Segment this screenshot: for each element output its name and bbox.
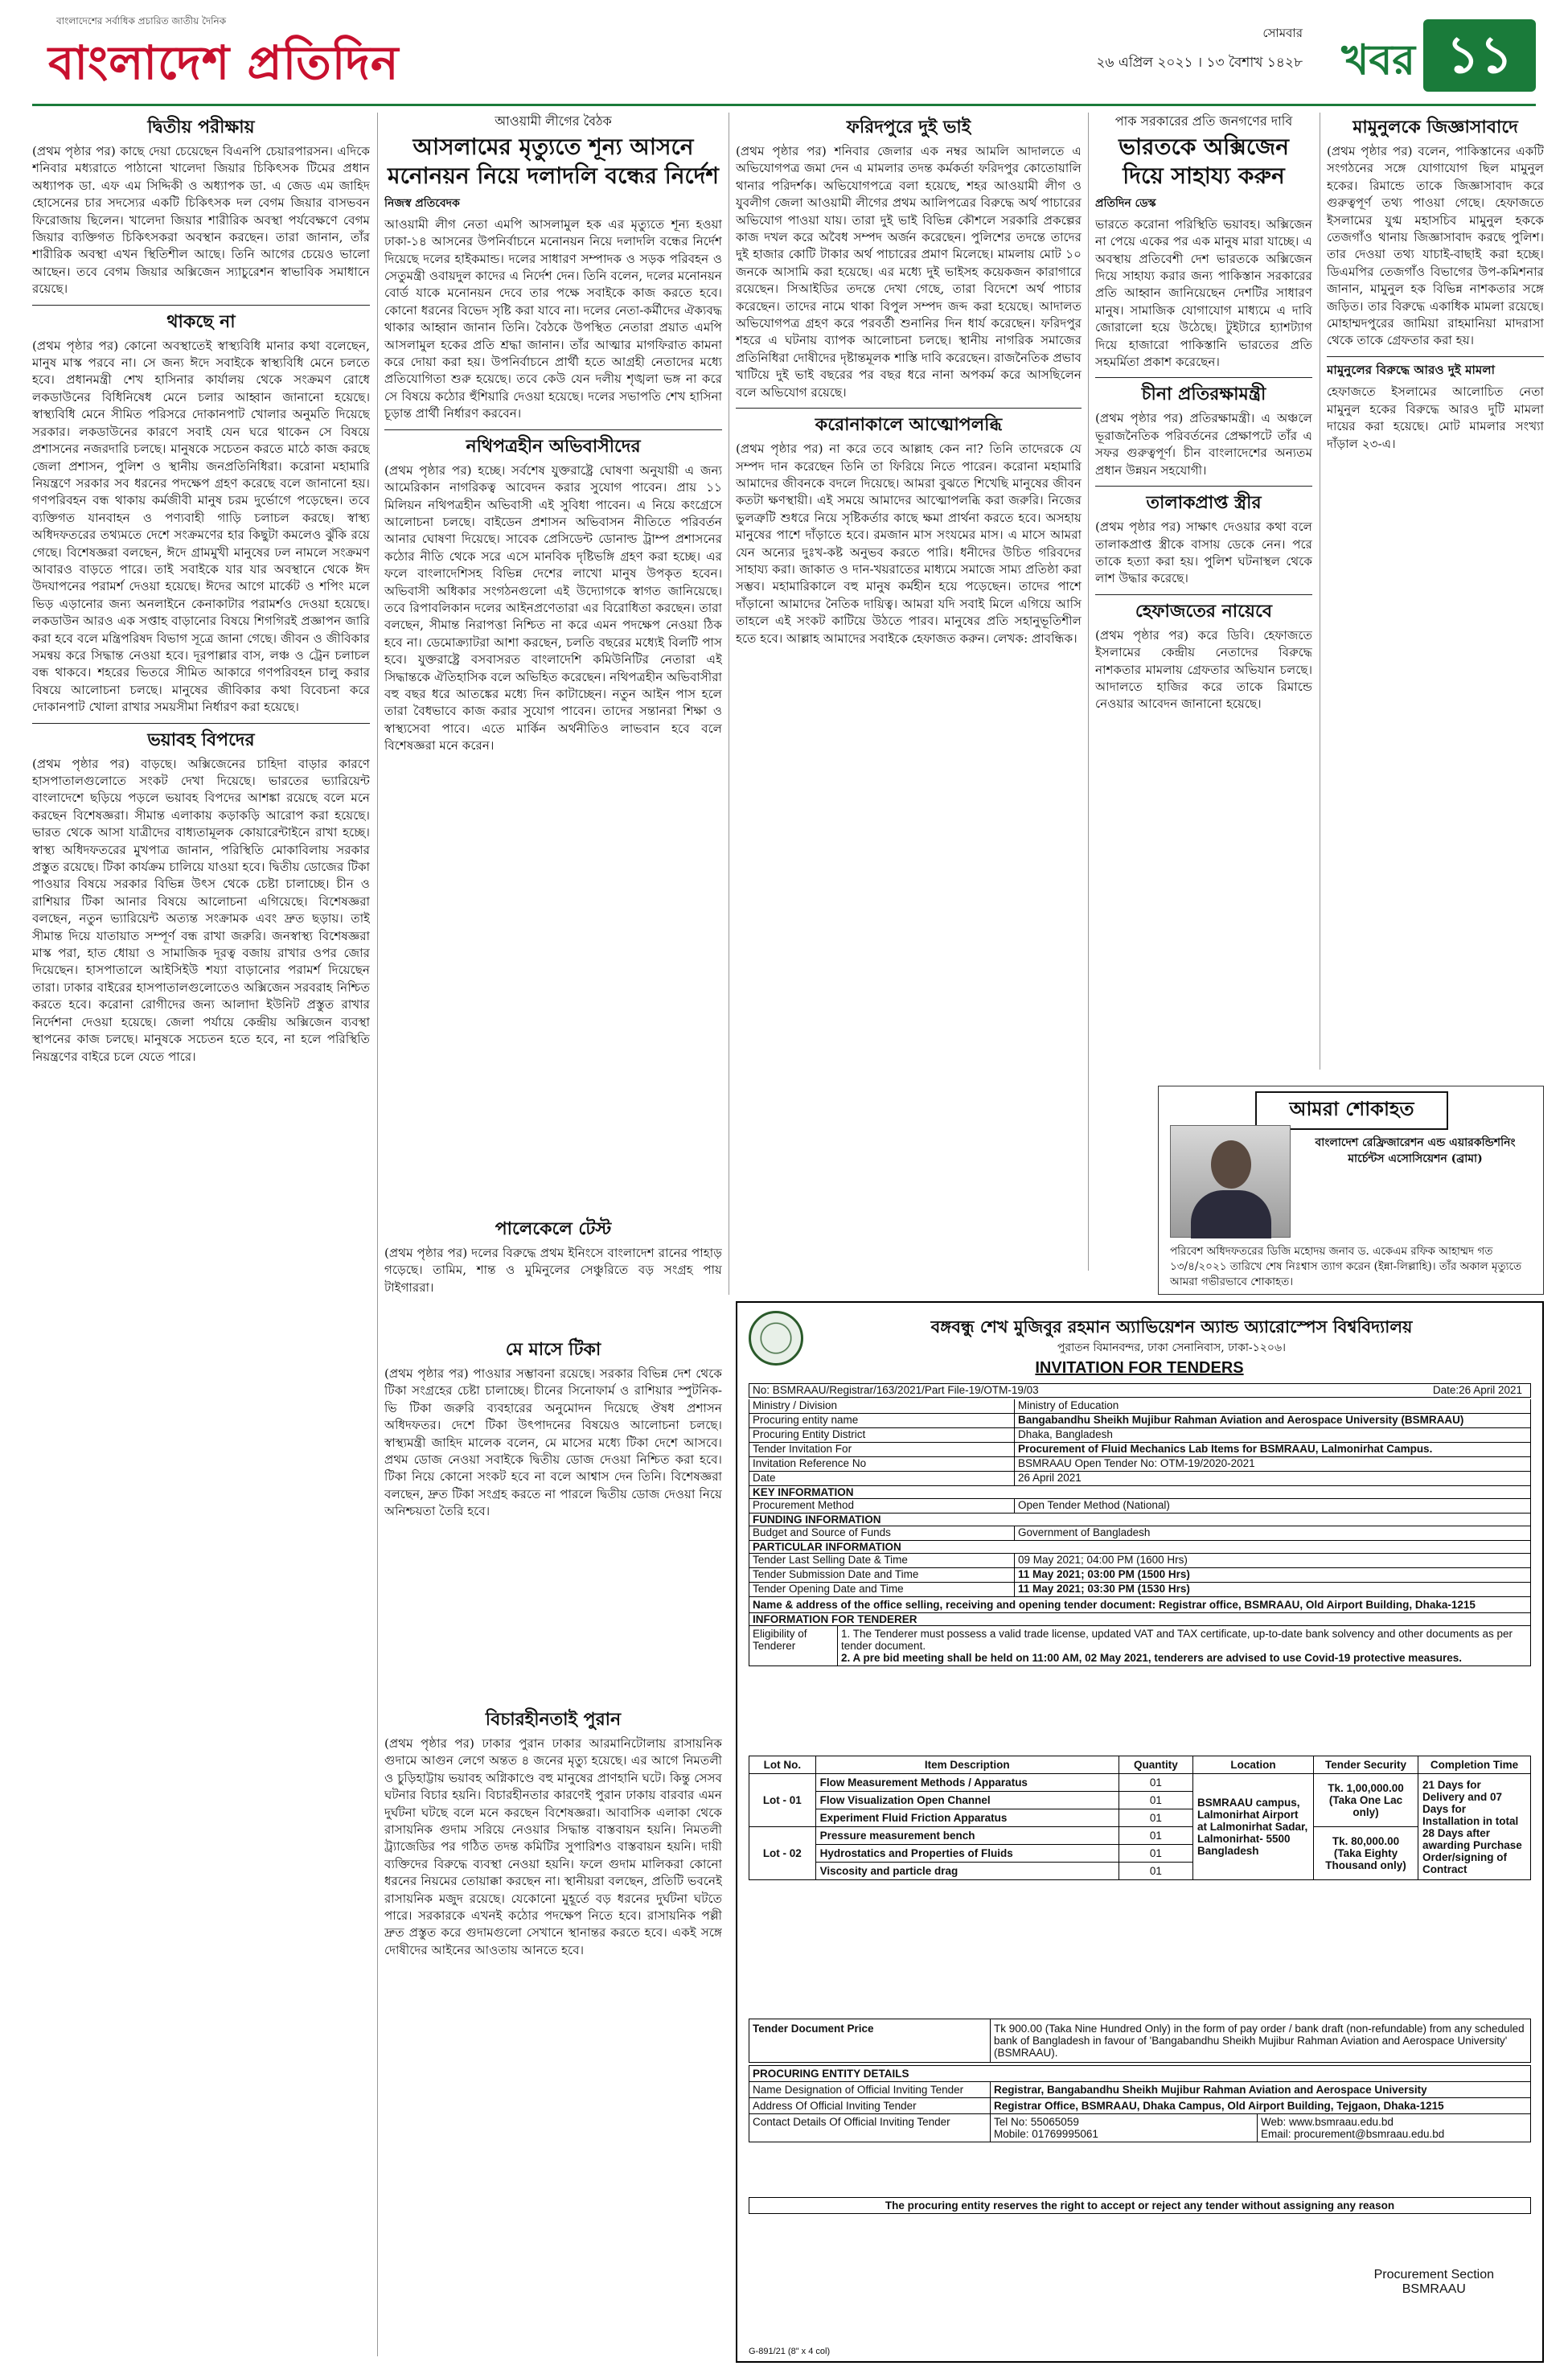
tender-ref-date: Date:26 April 2021 <box>1432 1384 1522 1396</box>
column-3 <box>736 113 1082 1311</box>
tender-address-note: Name & address of the office selling, receiving and opening tender document: Registrar office, BSMRAAU, Old Airport Building, Dhaka-1215 <box>749 1597 1531 1613</box>
story-headline: চীনা প্রতিরক্ষামন্ত্রী <box>1141 384 1266 405</box>
story-headline: বিচারহীনতাই পুরান <box>485 1709 622 1730</box>
logo-tagline: বাংলাদেশের সর্বাধিক প্রচারিত জাতীয় দৈনিক <box>56 15 227 27</box>
table-row: Lot - 01 Flow Measurement Methods / Apparatus 01 BSMRAAU campus, Lalmonirhat Airport at Lalmonirhat Sadar, Lalmonirhat- 5500 Bangladesh Tk. 1,00,000.00 (Taka One Lac only) 21 Days for Delivery and 07 Days for Installation in total 28 Days after awarding Purchase Order/signing of Contract <box>749 1774 1531 1792</box>
obituary-text: পরিবেশ অধিদফতরের ডিজি মহোদয় জনাব ড. একেএম রফিক আহাম্মদ গত ১৩/৪/২০২১ তারিখে শেষ নিঃশ্বাস ত্যাগ করেন (ইন্না-লিল্লাহি)। তাঁর অকাল মৃত্যুতে আমরা গভীরভাবে শোকাহত। <box>1170 1245 1522 1288</box>
tender-university-name: বঙ্গবন্ধু শেখ মুজিবুর রহমান অ্যাভিয়েশন অ্যান্ড অ্যারোস্পেস বিশ্ববিদ্যালয় <box>930 1316 1413 1337</box>
story-body: (প্রথম পৃষ্ঠার পর) হচ্ছে। সর্বশেষ যুক্তরাষ্ট্রে ঘোষণা অনুযায়ী এ জন্য আমেরিকান নাগরিকত্ব আবেদন করার সুযোগ পাবেন। প্রায় ১১ মিলিয়ন নথিপত্রহীন অভিবাসী এই সুবিধা পাবেন। এ নিয়ে কংগ্রেসে আলোচনা চলছে। বাইডেন প্রশাসন অভিবাসন নীতিতে পরিবর্তন আনার ঘোষণা দিয়েছে। সাবেক প্রেসিডেন্ট ডোনাল্ড ট্রাম্প প্রশাসনের কঠোর নীতি থেকে সরে এসে মানবিক দৃষ্টিভঙ্গি গ্রহণ করা হচ্ছে। এর ফলে বাংলাদেশিসহ বিভিন্ন দেশের লাখো মানুষ উপকৃত হবেন। অভিবাসী অধিকার সংগঠনগুলো এই উদ্যোগকে স্বাগত জানিয়েছে। তবে রিপাবলিকান দলের আইনপ্রণেতারা এর বিরোধিতা করছেন। তারা বলছেন, সীমান্ত নিরাপত্তা নিশ্চিত না করে এমন পদক্ষেপ নেওয়া ঠিক হবে না। ডেমোক্র্যাটরা আশা করছেন, চলতি বছরের মধ্যেই বিলটি পাস হবে। যুক্তরাষ্ট্রে বসবাসরত বাংলাদেশি কমিউনিটির নেতারা এই সিদ্ধান্তকে ঐতিহাসিক বলে অভিহিত করেছেন। নথিপত্রহীন অভিবাসীরা বহু বছর ধরে আতঙ্কের মধ্যে দিন কাটাচ্ছেন। নতুন আইন পাস হলে তারা বৈধভাবে কাজ করার সুযোগ পাবেন। তাদের সন্তানরা শিক্ষা ও স্বাস্থ্যসেবা পাবে। এতে মার্কিন অর্থনীতিও লাভবান হবে বলে বিশেষজ্ঞরা মনে করেন। <box>384 462 722 754</box>
story-body: (প্রথম পৃষ্ঠার পর) শনিবার জেলার এক নম্বর আমলি আদালতে এ অভিযোগপত্র জমা দেন এ মামলার তদন্ত কর্মকর্তা ফরিদপুর কোতোয়ালি থানার পরিদর্শক। অভিযোগপত্রে বলা হয়েছে, শহর আওয়ামী লীগ ও যুবলীগ জেলা আওয়ামী লীগের প্রথম আলিপত্রের বিরুদ্ধে অর্থ পাচারের অভিযোগ পাওয়া যায়। তারা দুই ভাই বিভিন্ন কৌশলে সরকারি প্রকল্পের কাজ দখল করে অবৈধ সম্পদ অর্জন করেছেন। পুলিশের তদন্তে তাদের দুই হাজার কোটি টাকার অর্থ পাচারের প্রমাণ মিলেছে। মামলায় মোট ১০ জনকে আসামি করা হয়েছে। এর মধ্যে দুই ভাইসহ কয়েকজন কারাগারে রয়েছেন। সিআইডির তদন্তে দেখা গেছে, তারা বিদেশে অর্থ পাচার করেছেন। তাদের নামে থাকা বিপুল সম্পদ জব্দ করা হয়েছে। আদালত অভিযোগপত্র গ্রহণ করে পরবর্তী শুনানির দিন ধার্য করেছেন। ফরিদপুর শহরে এ ঘটনায় ব্যাপক আলোচনা চলছে। স্থানীয় নাগরিক সমাজের প্রতিনিধিরা দোষীদের দৃষ্টান্তমূলক শাস্তি দাবি করেছেন। রাজনৈতিক প্রভাব খাটিয়ে দুই ভাই বছরের পর বছর ধরে নানা অপকর্ম করে আসছিলেন বলে অভিযোগ রয়েছে। <box>736 144 1082 400</box>
story-byline: প্রতিদিন ডেস্ক <box>1095 197 1156 211</box>
story-body: (প্রথম পৃষ্ঠার পর) করে ডিবি। হেফাজতে ইসলামের কেন্দ্রীয় নেতাদের বিরুদ্ধে নাশকতার মামলায় গ্রেফতার অভিযান চলছে। আদালতে হাজির করে তাকে রিমান্ডে নেওয়ার আবেদন জানানো হয়েছে। <box>1095 627 1312 712</box>
tender-university-address: পুরাতন বিমানবন্দর, ঢাকা সেনানিবাস, ঢাকা-১২০৬। <box>1057 1341 1287 1354</box>
story-body: আওয়ামী লীগ নেতা এমপি আসলামুল হক এর মৃত্যুতে শূন্য হওয়া ঢাকা-১৪ আসনের উপনির্বাচনে মনোনয়ন নিয়ে দলাদলি বন্ধের নির্দেশ দিয়েছে দলের হাইকমান্ড। দলের সাধারণ সম্পাদক ও সড়ক পরিবহন ও সেতুমন্ত্রী ওবায়দুল কাদের এ নির্দেশ দেন। তিনি বলেন, দলের মনোনয়ন বোর্ড যাকে মনোনয়ন দেবে তার পক্ষে সবাইকে কাজ করতে হবে। কোনো ধরনের বিভেদ সৃষ্টি করা যাবে না। দলের নেতা-কর্মীদের ঐক্যবদ্ধ থাকার আহ্বান জানান তিনি। বৈঠকে উপস্থিত নেতারা প্রয়াত এমপি আসলামুল হকের প্রতি শ্রদ্ধা জানান। তাঁর আত্মার মাগফিরাত কামনা করে দোয়া করা হয়। উপনির্বাচনে প্রার্থী হতে আগ্রহী নেতাদের মধ্যে প্রতিযোগিতা শুরু হয়েছে। তবে কেউ যেন দলীয় শৃঙ্খলা ভঙ্গ না করে সে বিষয়ে কঠোর হুঁশিয়ারি দেওয়া হয়েছে। দলের সভাপতি শেখ হাসিনা চূড়ান্ত প্রার্থী নির্ধারণ করবেন। <box>384 216 722 421</box>
tender-title: INVITATION FOR TENDERS <box>1035 1359 1244 1377</box>
table-row: Viscosity and particle drag 01 <box>749 1863 1531 1880</box>
column-5 <box>1327 113 1544 1134</box>
date-full: ২৬ এপ্রিল ২০২১ । ১৩ বৈশাখ ১৪২৮ <box>1096 55 1303 71</box>
story-body: (প্রথম পৃষ্ঠার পর) কাছে দেয়া চেয়েছেন বিএনপি চেয়ারপারসন। এদিকে শনিবার মধ্যরাতে পাঠানো খালেদা জিয়ার চিকিৎসক টিমের প্রধান অধ্যাপক ডা. এফ এম সিদ্দিকী ও অধ্যাপক ডা. এ জেড এম জাহিদ হোসেনের চার সদস্যের একটি চিকিৎসক দল বেগম জিয়ার বাসভবন ফিরোজায় ছিলেন। খালেদা জিয়ার শারীরিক অবস্থা পর্যবেক্ষণে বেগম জিয়ার ব্যক্তিগত চিকিৎসকরা অবস্থান করছেন। তারা জানান, তাঁর শারীরিক অবস্থা এখন স্থিতিশীল আছে। তিনি আগের চেয়েও ভালো আছেন। তবে বেগম জিয়ার অক্সিজেন স্যাচুরেশন স্বাভাবিক সমাধানে রয়েছে। <box>32 144 370 297</box>
story-body: (প্রথম পৃষ্ঠার পর) কোনো অবস্থাতেই স্বাস্থ্যবিধি মানার কথা বলেছেন, মানুষ মাস্ক পরবে না। সে জন্য ঈদে সবাইকে স্বাস্থ্যবিধি মেনে চলতে হবে। প্রধানমন্ত্রী শেখ হাসিনার কার্যালয় থেকে সংক্রমণ রোধে লকডাউনের বিধিনিষেধ মেনে চলার আহ্বান জানানো হয়েছে। স্বাস্থ্যবিধি মেনে সীমিত পরিসরে দোকানপাট খোলার অনুমতি দিয়েছে সরকার। লকডাউনের কারণে সবাই যেন ঘরে থাকেন সে বিষয়ে প্রশাসনের নজরদারি চলছে। মানুষকে সচেতন করতে মাঠে কাজ করছে জেলা প্রশাসন, পুলিশ ও স্থানীয় জনপ্রতিনিধিরা। করোনা মহামারি নিয়ন্ত্রণে সরকার সব ধরনের পদক্ষেপ গ্রহণ করেছে বলে জানানো হয়। গণপরিবহন বন্ধ থাকায় কর্মজীবী মানুষ চরম দুর্ভোগে পড়েছেন। তবে ব্যক্তিগত যানবাহন ও পণ্যবাহী গাড়ি চলাচল করছে। স্বাস্থ্য অধিদফতরের তথ্যমতে দেশে সংক্রমণের হার কিছুটা কমলেও ঝুঁকি রয়ে গেছে। বিশেষজ্ঞরা বলছেন, ঈদে গ্রামমুখী মানুষের ঢল নামলে সংক্রমণ আবারও বাড়তে পারে। তাই সবাইকে যার যার অবস্থানে থেকে ঈদ উদযাপনের পরামর্শ দেওয়া হয়েছে। ঈদের আগে মার্কেট ও শপিং মলে ভিড় এড়ানোর জন্য অনলাইনে কেনাকাটার পরামর্শও দেওয়া হয়েছে। লকডাউন আরও এক সপ্তাহ বাড়ানোর বিষয়ে শিগগিরই প্রজ্ঞাপন জারি করা হবে বলে মন্ত্রিপরিষদ বিভাগ সূত্রে জানা গেছে। জীবন ও জীবিকার সমন্বয় করে সিদ্ধান্ত নেওয়া হবে। দূরপাল্লার বাস, লঞ্চ ও ট্রেন চলাচল বন্ধ থাকবে। শহরের ভিতরে সীমিত আকারে গণপরিবহন চালু করার বিষয়ে আলোচনা চলছে। মানুষের জীবিকার কথা বিবেচনা করে দোকানপাট খোলা রাখার সময়সীমা নির্ধারণ করা হয়েছে। <box>32 338 370 715</box>
column-2 <box>384 113 722 1311</box>
date-day: সোমবার <box>1262 26 1303 40</box>
table-row: Flow Visualization Open Channel 01 <box>749 1792 1531 1809</box>
story-headline: মে মাসে টিকা <box>505 1339 601 1360</box>
story-headline: ভয়াবহ বিপদের <box>147 729 255 750</box>
story-headline: পালেকেলে টেস্ট <box>495 1218 612 1239</box>
tender-lots-table: Lot No. Item Description Quantity Location Tender Security Completion Time Lot - 01 Flow Measurement Methods / Apparatus 01 BSMRAAU campus, Lalmonirhat Airport at Lalmonirhat Sadar, Lalmonirhat- 5500 Bangladesh Tk. 1,00,000.00 (Taka One Lac only) 21 Days for Delivery and 07 Days for Installation in total 28 Days after awarding Purchase Order/signing of Contract Flow Visualization Open Channel 01 Experiment Fluid Friction Apparatus 01 Lot - 02 Pressure measurement bench 01 Tk. 80,000.00 (Taka Eighty Thousand only) Hydrostatics and Properties of Fluids 01 Viscosity and particle drag 01 <box>749 1756 1531 1880</box>
tender-section: INFORMATION FOR TENDERER <box>749 1613 1531 1626</box>
story-headline: ফরিদপুরে দুই ভাই <box>846 117 971 138</box>
story-kicker: আওয়ামী লীগের বৈঠক <box>495 113 612 129</box>
university-seal-icon <box>749 1311 803 1366</box>
story-body: (প্রথম পৃষ্ঠার পর) ঢাকার পুরান ঢাকার আরমানিটোলায় রাসায়নিক গুদামে আগুন লেগে অন্তত ৪ জনের মৃত্যু হয়েছে। এর আগে নিমতলী ও চুড়িহাট্টায় ভয়াবহ অগ্নিকাণ্ডে বহু মানুষের প্রাণহানি ঘটে। কিন্তু সেসব ঘটনার বিচার হয়নি। বিচারহীনতার কারণেই পুরান ঢাকায় বারবার এমন দুর্ঘটনা ঘটছে বলে মনে করছেন বিশেষজ্ঞরা। আবাসিক এলাকা থেকে রাসায়নিক গুদাম সরিয়ে নেওয়ার সিদ্ধান্ত বাস্তবায়ন হয়নি। নিমতলী ট্র্যাজেডির পর গঠিত তদন্ত কমিটির সুপারিশও বাস্তবায়ন হয়নি। দায়ী ব্যক্তিদের বিরুদ্ধে ব্যবস্থা নেওয়া হয়নি। ফলে গুদাম মালিকরা কোনো ধরনের নিয়মের তোয়াক্কা করছেন না। স্থানীয়রা বলছেন, প্রতিটি ভবনেই রাসায়নিক মজুদ রয়েছে। যেকোনো মুহূর্তে বড় ধরনের দুর্ঘটনা ঘটতে পারে। সরকারকে এখনই কঠোর পদক্ষেপ নিতে হবে। রাসায়নিক পল্লী দ্রুত প্রস্তুত করে গুদামগুলো সেখানে স্থানান্তর করতে হবে। একই সঙ্গে দোষীদের আইনের আওতায় আনতে হবে। <box>384 1736 722 1957</box>
story-headline: থাকছে না <box>166 310 236 332</box>
story-byline: নিজস্ব প্রতিবেদক <box>384 197 460 211</box>
column-divider <box>1088 113 1089 1271</box>
tender-ref-no: No: BSMRAAU/Registrar/163/2021/Part File-19/OTM-19/03 <box>753 1384 1039 1396</box>
tender-signature: Procurement Section BSMRAAU <box>1373 2268 1494 2296</box>
tender-footnote: The procuring entity reserves the right to accept or reject any tender without assigning any reason <box>749 2197 1531 2214</box>
procuring-entity-details: PROCURING ENTITY DETAILS Name Designation of Official Inviting Tender Registrar, Bangabandhu Sheikh Mujibur Rahman Aviation and Aerospace University Address Of Official Inviting Tender Registrar Office, BSMRAAU, Dhaka Campus, Old Airport Building, Tejgaon, Dhaka-1215 Contact Details Of Official Inviting Tender Tel No: 55065059 Mobile: 01769995061 Web: www.bsmraau.edu.bd Email: procurement@bsmraau.edu.bd <box>749 2065 1531 2142</box>
story-headline: দ্বিতীয় পরীক্ষায় <box>147 117 255 138</box>
tender-ref <box>749 1383 1531 1398</box>
story-headline: আসলামের মৃত্যুতে শূন্য আসনে মনোনয়ন নিয়ে দলাদলি বন্ধের নির্দেশ <box>388 133 719 190</box>
story-body: (প্রথম পৃষ্ঠার পর) দলের বিরুদ্ধে প্রথম ইনিংসে বাংলাদেশ রানের পাহাড় গড়েছে। তামিম, শান্ত ও মুমিনুলের সেঞ্চুরিতে বড় সংগ্রহ পায় টাইগাররা। <box>384 1246 722 1295</box>
tender-eligibility: Eligibility of Tenderer 1. The Tenderer must possess a valid trade license, updated VAT and TAX certificate, up-to-date bank solvency and other documents as per tender document. 2. A pre bid meeting shall be held on 11:00 AM, 02 May 2021, tenderers are advised to use Covid-19 protective measures. <box>749 1626 1531 1666</box>
advert-code: G-891/21 (8" x 4 col) <box>749 2347 831 2356</box>
story-headline: মামুনুলকে জিজ্ঞাসাবাদে <box>1353 117 1518 138</box>
story-headline: ভারতকে অক্সিজেন দিয়ে সাহায্য করুন <box>1119 133 1289 190</box>
tender-info-grid: Ministry / Division Ministry of Education Procuring entity name Bangabandhu Sheikh Mujibur Rahman Aviation and Aerospace University (BSMRAAU) Procuring Entity District Dhaka, Bangladesh Tender Invitation For Procurement of Fluid Mechanics Lab Items for BSMRAAU, Lalmonirhat Campus. Invitation Reference No BSMRAAU Open Tender No: OTM-19/2020-2021 Date 26 April 2021 KEY INFORMATION Procurement Method Open Tender Method (National) FUNDING INFORMATION Budget and Source of Funds Government of Bangladesh PARTICULAR INFORMATION Tender Last Selling Date & Time 09 May 2021; 04:00 PM (1600 Hrs) Tender Submission Date and Time 11 May 2021; 03:00 PM (1500 Hrs) Tender Opening Date and Time 11 May 2021; 03:30 PM (1530 Hrs) Name & address of the office selling, receiving and opening tender document: Registrar office, BSMRAAU, Old Airport Building, Dhaka-1215 INFORMATION FOR TENDERER Eligibility of Tenderer 1. The Tenderer must possess a valid trade license, updated VAT and TAX certificate, up-to-date bank solvency and other documents as per tender document. 2. A pre bid meeting shall be held on 11:00 AM, 02 May 2021, tenderers are advised to use Covid-19 protective measures. <box>749 1399 1531 1666</box>
story-headline: হেফাজতের নায়েবে <box>1135 600 1273 622</box>
tender-section: PARTICULAR INFORMATION <box>749 1541 1531 1554</box>
tender-section: KEY INFORMATION <box>749 1486 1531 1499</box>
story-headline: করোনাকালে আত্মোপলব্ধি <box>815 414 1003 436</box>
story-body: (প্রথম পৃষ্ঠার পর) না করে তবে আল্লাহ কেন না? তিনি তাদেরকে যে সম্পদ দান করেছেন তিনি তা ফিরিয়ে নিতে পারেন। করোনা মহামারি আমাদের জীবনকে বদলে দিয়েছে। আমরা বুঝতে শিখেছি মানুষের জীবন কতটা ক্ষণস্থায়ী। এই সময়ে আমাদের আত্মোপলব্ধি করা জরুরি। নিজের ভুলত্রুটি শুধরে নিয়ে সৃষ্টিকর্তার কাছে ক্ষমা প্রার্থনা করতে হবে। অসহায় মানুষের পাশে দাঁড়াতে হবে। রমজান মাস সংযমের মাস। এ মাসে আমরা যেন অন্যের দুঃখ-কষ্ট অনুভব করতে পারি। ধনীদের উচিত গরিবদের সাহায্য করা। জাকাত ও দান-খয়রাতের মাধ্যমে সমাজে সাম্য প্রতিষ্ঠা করা সম্ভব। মহামারিকালে বহু মানুষ কর্মহীন হয়ে পড়েছেন। তাদের পাশে দাঁড়ানো আমাদের নৈতিক দায়িত্ব। আমরা যদি সবাই মিলে এগিয়ে আসি তাহলে এই সংকট কাটিয়ে উঠতে পারব। মানুষের প্রতি সহানুভূতিশীল হতে হবে। আল্লাহ আমাদের সবাইকে হেফাজত করুন। লেখক: প্রাবন্ধিক। <box>736 442 1082 646</box>
story-body: ভারতে করোনা পরিস্থিতি ভয়াবহ। অক্সিজেন না পেয়ে একের পর এক মানুষ মারা যাচ্ছে। এ অবস্থায় প্রতিবেশী দেশ ভারতকে অক্সিজেন দিয়ে সাহায্য করার জন্য পাকিস্তান সরকারের প্রতি আহ্বান জানিয়েছেন দেশটির সাধারণ মানুষ। সামাজিক যোগাযোগ মাধ্যমে এ দাবি জোরালো হয়ে উঠেছে। টুইটারে হ্যাশট্যাগ দিয়ে হাজারো পাকিস্তানি ভারতের প্রতি সহমর্মিতা প্রকাশ করেছেন। <box>1095 216 1312 370</box>
tender-notice <box>736 1301 1544 2363</box>
tender-section: FUNDING INFORMATION <box>749 1514 1531 1526</box>
newspaper-logo: বাংলাদেশ প্রতিদিন <box>48 35 400 90</box>
story-body: (প্রথম পৃষ্ঠার পর) বাড়ছে। অক্সিজেনের চাহিদা বাড়ার কারণে হাসপাতালগুলোতে সংকট দেখা দিয়েছে। ভারতের ভ্যারিয়েন্ট বাংলাদেশে ছড়িয়ে পড়লে ভয়াবহ বিপদের আশঙ্কা রয়েছে বলে মনে করছেন বিশেষজ্ঞরা। সীমান্ত এলাকায় কড়াকড়ি আরোপ করা হয়েছে। ভারত থেকে আসা যাত্রীদের বাধ্যতামূলক কোয়ারেন্টাইনে রাখা হচ্ছে। স্বাস্থ্য অধিদফতরের মুখপাত্র জানান, পরিস্থিতি মোকাবিলায় সরকার প্রস্তুত রয়েছে। টিকা কার্যক্রম চালিয়ে যাওয়া হবে। দ্বিতীয় ডোজের টিকা পাওয়ার বিষয়ে সরকার বিভিন্ন উৎস থেকে চেষ্টা চালাচ্ছে। চীন ও রাশিয়ার টিকা আনার বিষয়ে আলোচনা এগিয়েছে। বিশেষজ্ঞরা বলছেন, নতুন ভ্যারিয়েন্ট অত্যন্ত সংক্রামক এবং দ্রুত ছড়ায়। তাই সীমান্ত দিয়ে যাতায়াত সম্পূর্ণ বন্ধ রাখা জরুরি। জনস্বাস্থ্য বিশেষজ্ঞরা মাস্ক পরা, হাত ধোয়া ও সামাজিক দূরত্ব বজায় রাখার ওপর জোর দিয়েছেন। হাসপাতালে আইসিইউ শয্যা বাড়ানোর পরামর্শ দিয়েছেন তারা। ঢাকার বাইরের হাসপাতালগুলোতেও অক্সিজেন সরবরাহ নিশ্চিত করতে হবে। করোনা রোগীদের জন্য আলাদা ইউনিট প্রস্তুত রাখার নির্দেশনা দেওয়া হয়েছে। জেলা পর্যায়ে কেন্দ্রীয় অক্সিজেন ব্যবস্থা স্থাপনের কাজ চলছে। মানুষকে সচেতন হতে হবে, না হলে পরিস্থিতি নিয়ন্ত্রণের বাইরে চলে যেতে পারে। <box>32 756 370 1064</box>
table-row: Lot - 02 Pressure measurement bench 01 Tk. 80,000.00 (Taka Eighty Thousand only) <box>749 1827 1531 1845</box>
story-body: হেফাজতে ইসলামের আলোচিত নেতা মামুনুল হকের বিরুদ্ধে আরও দুটি মামলা দায়ের করা হয়েছে। মোট মামলার সংখ্যা দাঁড়াল ২৩-এ। <box>1327 384 1544 451</box>
story-body: (প্রথম পৃষ্ঠার পর) প্রতিরক্ষামন্ত্রী। এ অঞ্চলে ভূরাজনৈতিক পরিবর্তনের প্রেক্ষাপটে তাঁর এ সফর গুরুত্বপূর্ণ। চীন বাংলাদেশের অন্যতম প্রধান উন্নয়ন সহযোগী। <box>1095 411 1312 478</box>
story-body: (প্রথম পৃষ্ঠার পর) বলেন, পাকিস্তানের একটি সংগঠনের সঙ্গে যোগাযোগ ছিল মামুনুল হকের। রিমান্ডে তাকে জিজ্ঞাসাবাদ করে গুরুত্বপূর্ণ তথ্য পাওয়া গেছে। হেফাজতে ইসলামের যুগ্ম মহাসচিব মামুনুল হককে তেজগাঁও থানায় জিজ্ঞাসাবাদ করছে পুলিশ। তার দেওয়া তথ্য যাচাই-বাছাই করা হচ্ছে। ডিএমপির তেজগাঁও বিভাগের উপ-কমিশনার জানান, মামুনুল হক বিভিন্ন নাশকতার সঙ্গে জড়িত। তার বিরুদ্ধে একাধিক মামলা রয়েছে। মোহাম্মদপুরের জামিয়া রাহমানিয়া মাদরাসা থেকে তাকে গ্রেফতার করা হয়। <box>1327 144 1544 348</box>
obituary-title: আমরা শোকাহত <box>1255 1091 1448 1130</box>
masthead <box>32 11 1536 106</box>
story-kicker: পাক সরকারের প্রতি জনগণের দাবি <box>1114 113 1293 129</box>
story-body: (প্রথম পৃষ্ঠার পর) পাওয়ার সম্ভাবনা রয়েছে। সরকার বিভিন্ন দেশ থেকে টিকা সংগ্রহের চেষ্টা চালাচ্ছে। চীনের সিনোফার্ম ও রাশিয়ার স্পুটনিক-ভি টিকা জরুরি ব্যবহারের অনুমোদন দিয়েছে ঔষধ প্রশাসন অধিদফতর। দেশে টিকা উৎপাদনের বিষয়েও আলোচনা চলছে। স্বাস্থ্যমন্ত্রী জাহিদ মালেক বলেন, মে মাসের মধ্যে টিকা দেশে আসবে। প্রথম ডোজ নেওয়া সবাইকে দ্বিতীয় ডোজ দেওয়া নিশ্চিত করা হবে। টিকা নিয়ে কোনো সংকট হবে না বলে আশ্বাস দেন তিনি। বিশেষজ্ঞরা বলছেন, দ্রুত টিকা সংগ্রহ করতে না পারলে দ্বিতীয় ডোজ দেওয়া নিয়ে অনিশ্চয়তা তৈরি হবে। <box>384 1366 722 1519</box>
story-headline: তালাকপ্রাপ্ত স্ত্রীর <box>1146 492 1262 514</box>
table-row: Hydrostatics and Properties of Fluids 01 <box>749 1845 1531 1863</box>
story-palekele <box>384 1214 722 1327</box>
story-body: (প্রথম পৃষ্ঠার পর) সাক্ষাৎ দেওয়ার কথা বলে তালাকপ্রাপ্ত স্ত্রীকে বাসায় ডেকে নেন। পরে তাকে হত্যা করা হয়। পুলিশ ঘটনাস্থল থেকে লাশ উদ্ধার করেছে। <box>1095 520 1312 586</box>
story-vaccine <box>384 1335 722 1697</box>
story-headline: নথিপত্রহীন অভিবাসীদের <box>466 435 641 457</box>
tender-document-price: Tender Document Price Tk 900.00 (Taka Nine Hundred Only) in the form of pay order / bank draft (non-refundable) from any scheduled bank of Bangladesh in favour of 'Bangabandhu Sheikh Mujibur Rahman Aviation and Aerospace University' (BSMRAAU). <box>749 2019 1531 2063</box>
page-number: ১১ <box>1423 19 1536 92</box>
obituary-box <box>1158 1086 1544 1295</box>
story-old-dhaka <box>384 1705 722 2356</box>
column-divider <box>377 113 378 2356</box>
table-row: Experiment Fluid Friction Apparatus 01 <box>749 1809 1531 1827</box>
section-name: খবর <box>1341 35 1415 84</box>
story-subhead: মামুনুলের বিরুদ্ধে আরও দুই মামলা <box>1327 362 1496 377</box>
obituary-photo <box>1170 1125 1291 1238</box>
obituary-sign: বাংলাদেশ রেফ্রিজারেশন এন্ড এয়ারকন্ডিশনিং মার্চেন্টস এসোসিয়েশন (ব্রামা) <box>1315 1136 1516 1165</box>
column-1 <box>32 113 370 2364</box>
date-block <box>1096 24 1303 75</box>
